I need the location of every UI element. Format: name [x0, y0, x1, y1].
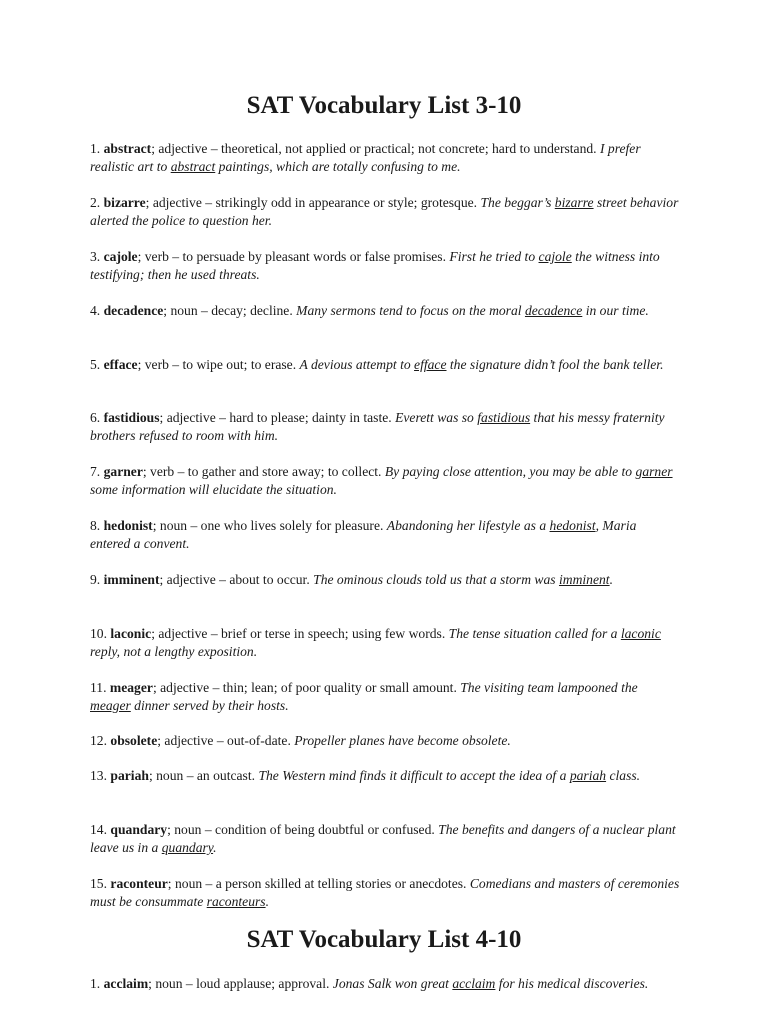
- example-word: fastidious: [477, 410, 531, 425]
- vocab-entry: [90, 821, 680, 857]
- vocab-word: efface: [103, 357, 138, 372]
- vocab-entry: [90, 732, 680, 750]
- definition: ; noun – loud applause; approval.: [148, 976, 333, 991]
- definition: ; noun – one who lives solely for pleasure.: [152, 518, 387, 533]
- vocab-entry: [90, 463, 680, 499]
- example-text: The beggar’s: [480, 195, 555, 210]
- entry-number: 11.: [90, 680, 107, 695]
- example-text: , Maria entered a convent.: [90, 518, 637, 551]
- example-word: cajole: [538, 249, 572, 264]
- entry-number: 15.: [90, 876, 107, 891]
- entry-number: 13.: [90, 768, 107, 783]
- example-text: The visiting team lampooned the: [460, 680, 638, 695]
- example-text: the witness into testifying; then he used threats.: [90, 249, 660, 282]
- example-word: hedonist: [549, 518, 596, 533]
- example-text: .: [265, 894, 269, 909]
- example-text: First he tried to: [449, 249, 539, 264]
- example-text: The benefits and dangers of a nuclear plant leave us in a: [90, 822, 676, 855]
- example-text: The Western mind finds it difficult to accept the idea of a: [258, 768, 570, 783]
- vocab-word: decadence: [103, 303, 164, 318]
- example-text: reply, not a lengthy exposition.: [90, 644, 258, 659]
- example-text: street behavior alerted the police to question her.: [90, 195, 679, 228]
- entry-number: 1.: [90, 976, 101, 991]
- example-word: imminent: [558, 572, 610, 587]
- entry-number: 3.: [90, 249, 101, 264]
- definition: ; adjective – hard to please; dainty in taste.: [159, 410, 396, 425]
- vocab-entry: [90, 571, 680, 589]
- example-word: garner: [635, 464, 673, 479]
- example-text: .: [213, 840, 217, 855]
- definition: ; verb – to gather and store away; to collect.: [142, 464, 385, 479]
- vocab-word: quandary: [110, 822, 168, 837]
- definition: ; adjective – out-of-date.: [157, 733, 295, 748]
- list-title: SAT Vocabulary List 3-10: [246, 92, 522, 119]
- definition: ; adjective – brief or terse in speech; using few words.: [151, 626, 449, 641]
- example-sentence: [300, 357, 664, 372]
- example-text: class.: [606, 768, 641, 783]
- example-text: Comedians and masters of ceremonies must be consummate: [90, 876, 680, 909]
- example-sentence: [333, 976, 649, 991]
- example-text: dinner served by their hosts.: [130, 698, 289, 713]
- definition: ; noun – condition of being doubtful or confused.: [167, 822, 439, 837]
- definition: ; adjective – about to occur.: [159, 572, 314, 587]
- vocab-entry: [90, 975, 680, 993]
- example-word: raconteurs: [206, 894, 266, 909]
- vocab-word: abstract: [103, 141, 152, 156]
- example-word: meager: [90, 698, 131, 713]
- example-text: some information will elucidate the situation.: [90, 482, 337, 497]
- example-word: efface: [414, 357, 447, 372]
- vocab-word: fastidious: [103, 410, 160, 425]
- vocab-entry: [90, 517, 680, 553]
- example-word: laconic: [620, 626, 661, 641]
- entry-number: 9.: [90, 572, 101, 587]
- vocab-word: obsolete: [110, 733, 158, 748]
- example-text: The tense situation called for a: [448, 626, 621, 641]
- example-text: Abandoning her lifestyle as a: [386, 518, 550, 533]
- vocab-word: raconteur: [110, 876, 168, 891]
- example-text: Everett was so: [395, 410, 478, 425]
- example-text: for his medical discoveries.: [495, 976, 649, 991]
- example-text: Propeller planes have become obsolete.: [294, 733, 511, 748]
- entry-number: 10.: [90, 626, 107, 641]
- entry-number: 12.: [90, 733, 107, 748]
- definition: ; noun – an outcast.: [148, 768, 259, 783]
- example-word: quandary: [161, 840, 214, 855]
- vocab-entry: [90, 625, 680, 661]
- vocab-entry: [90, 409, 680, 445]
- vocab-entry: [90, 194, 680, 230]
- example-text: Many sermons tend to focus on the moral: [296, 303, 525, 318]
- example-text: .: [609, 572, 613, 587]
- vocab-word: garner: [103, 464, 143, 479]
- list-title: SAT Vocabulary List 4-10: [246, 926, 522, 953]
- example-text: that his messy fraternity brothers refused to room with him.: [90, 410, 665, 443]
- vocab-entry: [90, 875, 680, 911]
- example-text: The ominous clouds told us that a storm was: [313, 572, 559, 587]
- vocab-word: meager: [109, 680, 153, 695]
- vocab-word: cajole: [103, 249, 138, 264]
- entry-number: 14.: [90, 822, 107, 837]
- vocab-word: imminent: [103, 572, 160, 587]
- example-text: paintings, which are totally confusing to me.: [215, 159, 461, 174]
- definition: ; adjective – strikingly odd in appearance or style; grotesque.: [145, 195, 481, 210]
- example-text: the signature didn’t fool the bank teller.: [446, 357, 664, 372]
- definition: ; noun – decay; decline.: [163, 303, 297, 318]
- example-text: Jonas Salk won great: [332, 976, 453, 991]
- entry-number: 1.: [90, 141, 101, 156]
- example-text: A devious attempt to: [299, 357, 415, 372]
- entry-number: 6.: [90, 410, 101, 425]
- example-word: decadence: [524, 303, 583, 318]
- vocab-word: acclaim: [103, 976, 149, 991]
- example-text: By paying close attention, you may be able to: [384, 464, 636, 479]
- vocab-entry: [90, 679, 680, 715]
- vocab-entry: [90, 248, 680, 284]
- vocab-word: bizarre: [103, 195, 146, 210]
- example-sentence: [313, 572, 613, 587]
- vocab-word: hedonist: [103, 518, 153, 533]
- definition: ; verb – to persuade by pleasant words or false promises.: [137, 249, 450, 264]
- entry-number: 8.: [90, 518, 101, 533]
- entry-number: 2.: [90, 195, 101, 210]
- example-sentence: [294, 733, 511, 748]
- definition: ; adjective – thin; lean; of poor quality or small amount.: [152, 680, 461, 695]
- vocab-entry: [90, 302, 680, 320]
- example-text: I prefer realistic art to: [90, 141, 641, 174]
- example-word: abstract: [170, 159, 216, 174]
- entry-number: 4.: [90, 303, 101, 318]
- definition: ; adjective – theoretical, not applied or practical; not concrete; hard to understand.: [151, 141, 600, 156]
- definition: ; noun – a person skilled at telling stories or anecdotes.: [167, 876, 470, 891]
- vocab-word: laconic: [110, 626, 152, 641]
- example-text: in our time.: [582, 303, 649, 318]
- entry-number: 7.: [90, 464, 101, 479]
- vocab-entry: [90, 140, 680, 176]
- example-sentence: [296, 303, 649, 318]
- vocab-entry: [90, 767, 680, 785]
- example-sentence: [258, 768, 640, 783]
- example-word: bizarre: [554, 195, 594, 210]
- definition: ; verb – to wipe out; to erase.: [137, 357, 300, 372]
- vocab-entry: [90, 356, 680, 374]
- vocab-word: pariah: [110, 768, 149, 783]
- example-word: pariah: [569, 768, 607, 783]
- entry-number: 5.: [90, 357, 101, 372]
- example-word: acclaim: [452, 976, 496, 991]
